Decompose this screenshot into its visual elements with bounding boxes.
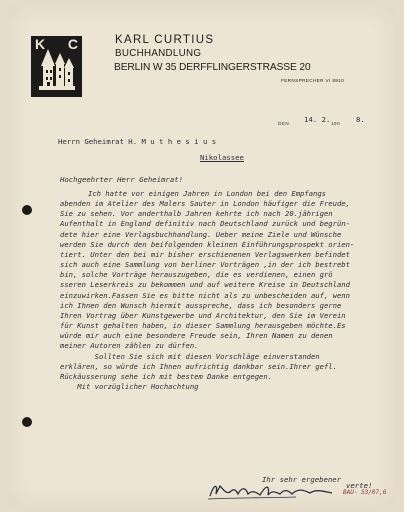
body-line: dete hier eine Verlagsbuchhandlung. Ueber meine Ziele und Wünsche (60, 229, 342, 239)
date-day-month: 14. 2. (304, 115, 331, 124)
body-line: Sie zu sehen. Vor anderthalb Jahren kehrte ich nach 20.jährigen (60, 209, 333, 219)
body-line: Aufenthalt in England definitiv nach Deutschland zurück und begrün- (60, 219, 350, 229)
publisher-logo (31, 36, 82, 97)
recipient-name: Herrn Geheimrat H. M u t h e s i u s (58, 137, 217, 146)
body-line: Ich hatte vor einigen Jahren in London bei den Empfangs (88, 189, 326, 198)
body-line: tiert. Unter den bei mir bisher erschienenen Verlagswerken befindet (60, 249, 350, 259)
date-year-prefix: 190 (331, 121, 341, 126)
punch-hole-bottom (22, 417, 32, 427)
date-year-digit: 8. (356, 115, 365, 124)
body-line: sseren Leserkreis zu bekommen und auf weitere Kreise in Deutschland (60, 280, 350, 290)
phone-number: FERNSPRECHER VI 8910 (281, 78, 345, 83)
body-line: Ihren Vortrag über Kunstgewerbe und Architektur, den Sie im Verein (60, 310, 346, 320)
body-line: bin, solche Vorträge herauszugeben, die es verdienen, einen grö (60, 270, 333, 280)
closing-line: Ihr sehr ergebener (262, 475, 342, 484)
signature-scribble (206, 480, 336, 502)
letter-body (60, 189, 382, 392)
logo-letter-c: C (67, 36, 78, 52)
date-prefix: DEN (278, 121, 290, 126)
body-line: meiner Autoren zählen zu dürfen. (60, 341, 199, 351)
recipient-town: Nikolassee (200, 153, 244, 162)
body-line: Rückäusserung sehe ich mit bestem Danke entgegen. (60, 371, 273, 381)
body-line: abenden im Atelier des Malers Sauter in London häufiger die Freude, (60, 199, 350, 209)
logo-letter-k: K (35, 36, 46, 52)
body-line: einzuwirken.Fassen Sie es bitte nicht als zu unbescheiden auf, wenn (60, 290, 350, 300)
punch-hole-top (22, 205, 32, 215)
closing-postscript: verte! (346, 481, 373, 490)
castle-tower-icon (31, 36, 82, 97)
salutation: Hochgeehrter Herr Geheimrat! (60, 175, 184, 184)
body-line: erklären, so würde ich Ihnen aufrichtig dankbar sein.Ihrer gefl. (60, 361, 337, 371)
body-line: ich Ihnen den Wunsch hiermit ausspreche, dass ich besonders gerne (60, 300, 342, 310)
body-line: werden Sie durch den beifolgenden kleinen Einführungsprospekt orien- (60, 239, 355, 249)
body-line: würde mir auch eine besondere Freude sein, Ihren Namen zu denen (60, 331, 333, 341)
publisher-address: BERLIN W 35 DERFFLINGERSTRASSE 20 (114, 62, 311, 73)
body-line: Mit vorzüglicher Hochachtung (60, 381, 199, 391)
signature (206, 480, 336, 506)
archive-note: BAU- 53/07,6 (343, 489, 387, 496)
body-line: sich auch eine Sammlung von berliner Vorträgen ,in der ich bestrebt (60, 260, 350, 270)
publisher-name: KARL CURTIUS (115, 34, 215, 46)
body-line: Sollten Sie sich mit diesen Vorschläge einverstanden (60, 351, 320, 361)
body-line: für Kunst gehalten haben, in dieser Sammlung herausgeben möchte.Es (60, 321, 346, 331)
business-type: BUCHHANDLUNG (115, 48, 202, 59)
